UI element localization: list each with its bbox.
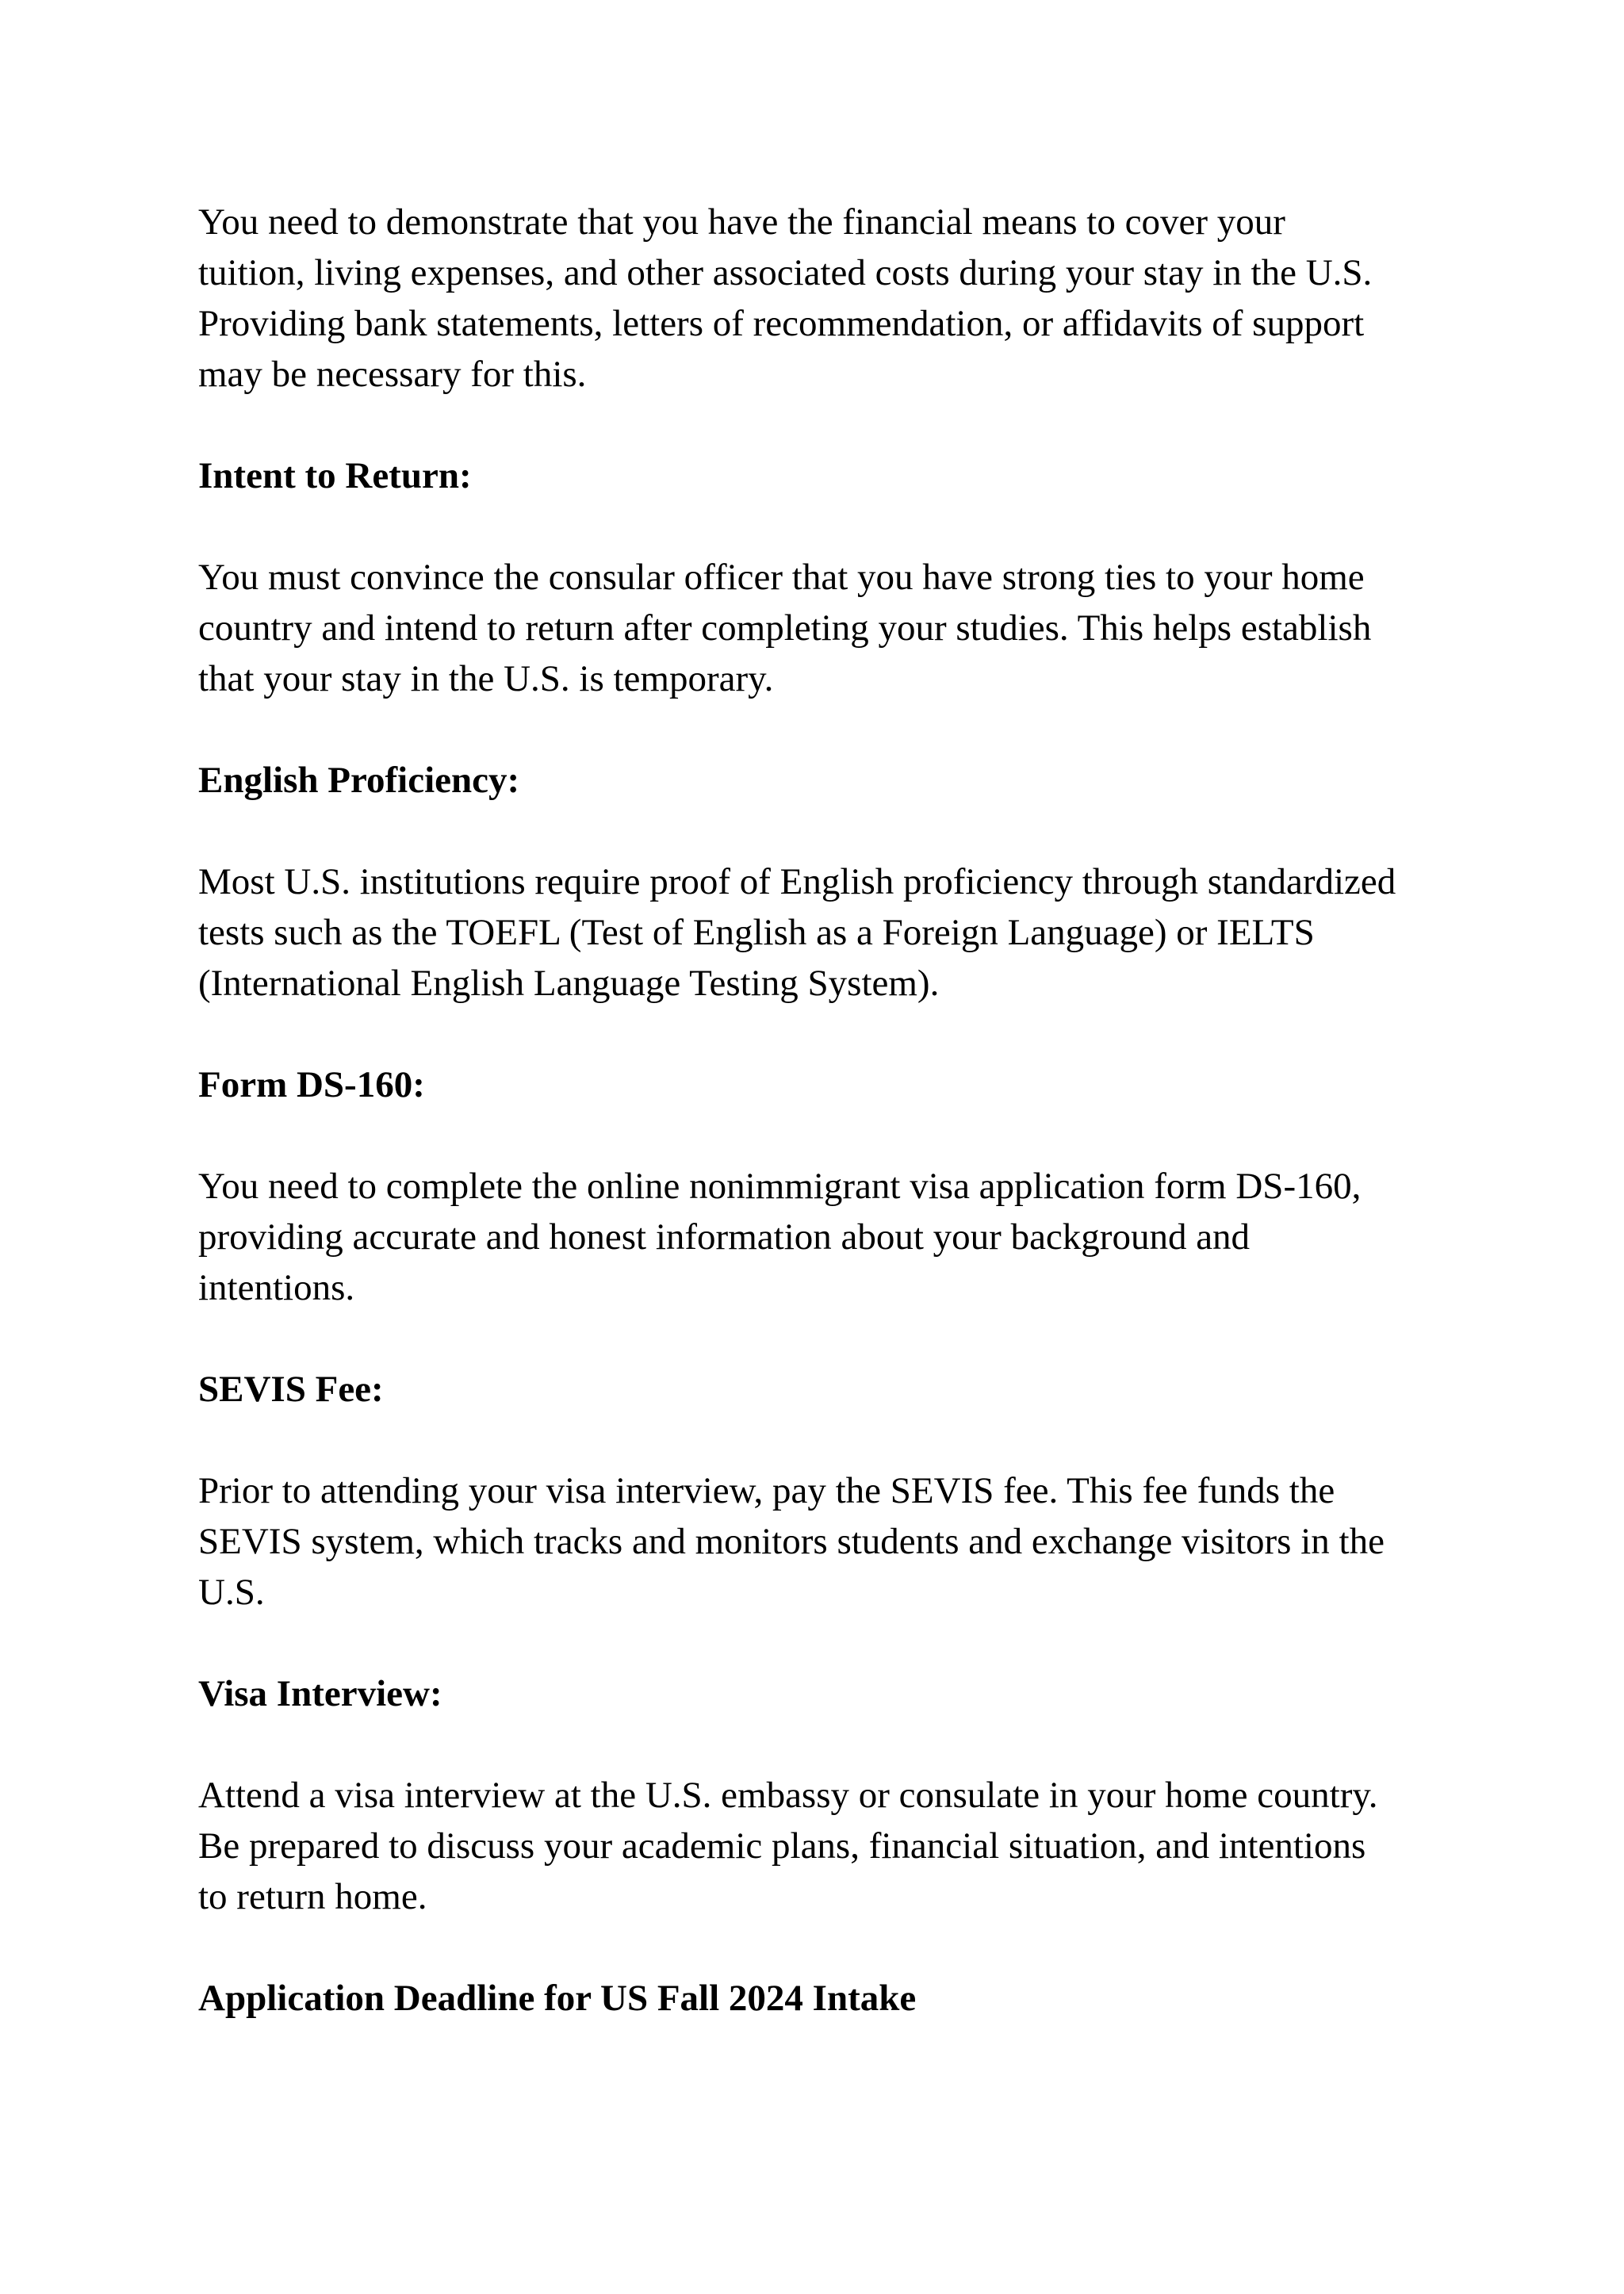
heading-english-proficiency: English Proficiency: (198, 760, 520, 801)
paragraph-financial-means: You need to demonstrate that you have the financial means to cover your tuition, living expenses, and other associated costs during your stay in the U.S. Providing bank statements, letters of recommendation, or affidavits of support may be necessary for this. (198, 201, 1373, 395)
paragraph-english-proficiency: Most U.S. institutions require proof of English proficiency through standardized tests such as the TOEFL (Test of English as a Foreign Language) or IELTS (International English Language Testing System). (198, 861, 1396, 1004)
paragraph-visa-interview: Attend a visa interview at the U.S. embassy or consulate in your home country. Be prepared to discuss your academic plans, financial situation, and intentions to return home. (198, 1775, 1378, 1917)
paragraph-sevis-fee: Prior to attending your visa interview, pay the SEVIS fee. This fee funds the SEVIS system, which tracks and monitors students and exchange visitors in the U.S. (198, 1470, 1385, 1613)
paragraph-intent-to-return: You must convince the consular officer that you have strong ties to your home country and intend to return after completing your studies. This helps establish that your stay in the U.S. is temporary. (198, 557, 1372, 699)
document-content (198, 197, 1443, 2074)
heading-intent-to-return: Intent to Return: (198, 455, 472, 496)
heading-form-ds-160: Form DS-160: (198, 1064, 425, 1105)
paragraph-form-ds-160: You need to complete the online nonimmigrant visa application form DS-160, providing accurate and honest information about your background and intentions. (198, 1166, 1362, 1308)
heading-visa-interview: Visa Interview: (198, 1673, 442, 1714)
heading-application-deadline: Application Deadline for US Fall 2024 Intake (198, 1978, 917, 2019)
heading-sevis-fee: SEVIS Fee: (198, 1369, 384, 1410)
